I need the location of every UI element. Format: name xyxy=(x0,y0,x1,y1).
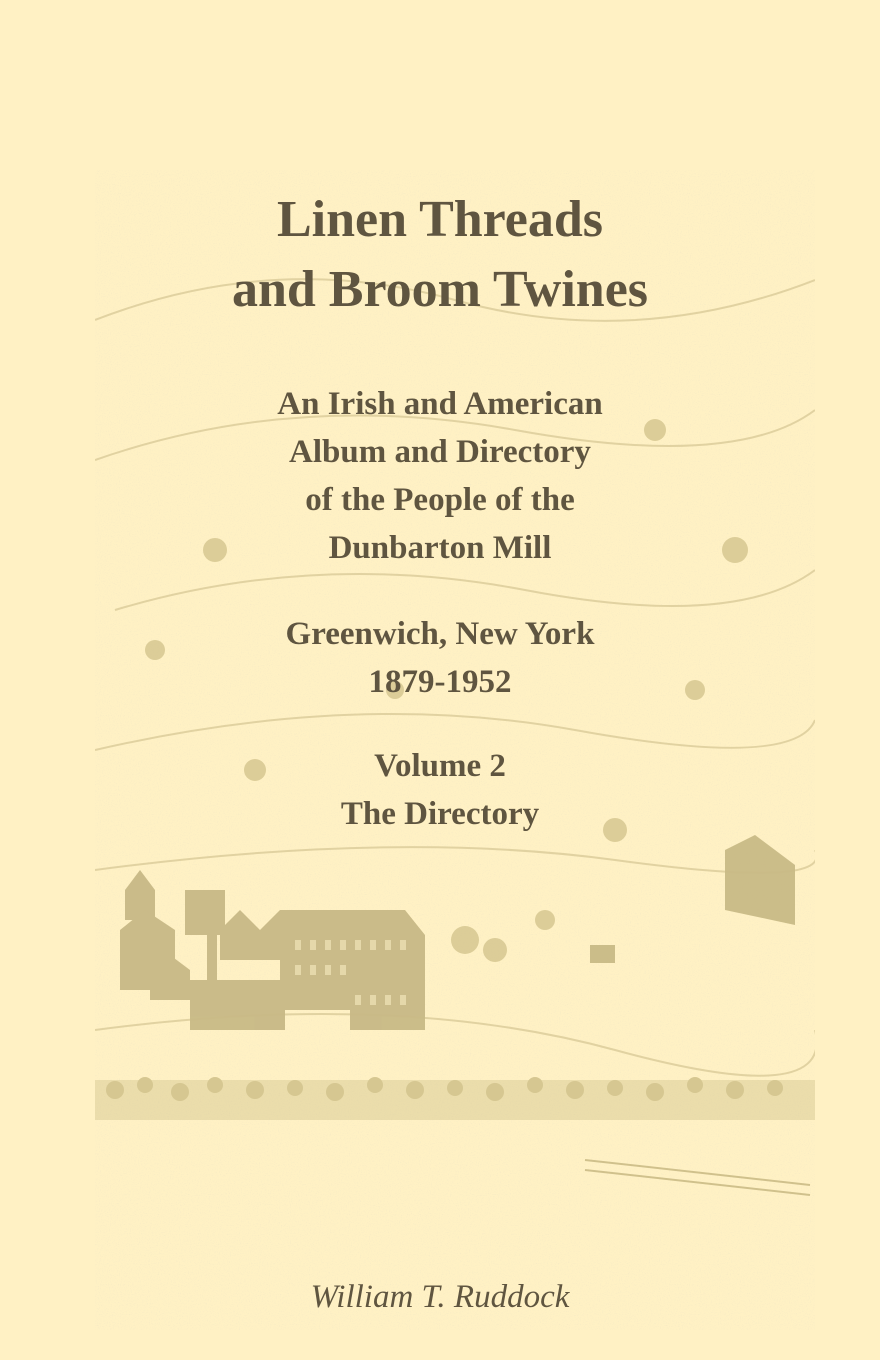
volume-number: Volume 2 xyxy=(374,748,506,784)
volume-info xyxy=(0,742,880,838)
title-line-2: and Broom Twines xyxy=(231,261,649,318)
subtitle-line-4: Dunbarton Mill xyxy=(328,530,552,566)
place-and-years xyxy=(0,610,880,706)
subtitle-line-1: An Irish and American xyxy=(277,386,603,422)
place-name: Greenwich, New York xyxy=(285,616,595,652)
book-subtitle xyxy=(0,380,880,572)
year-range: 1879-1952 xyxy=(368,664,512,700)
book-title xyxy=(0,185,880,325)
volume-title: The Directory xyxy=(340,796,540,832)
title-line-1: Linen Threads xyxy=(276,191,604,248)
subtitle-line-2: Album and Directory xyxy=(289,434,591,470)
author-name: William T. Ruddock xyxy=(310,1279,570,1315)
subtitle-line-3: of the People of the xyxy=(305,482,575,518)
